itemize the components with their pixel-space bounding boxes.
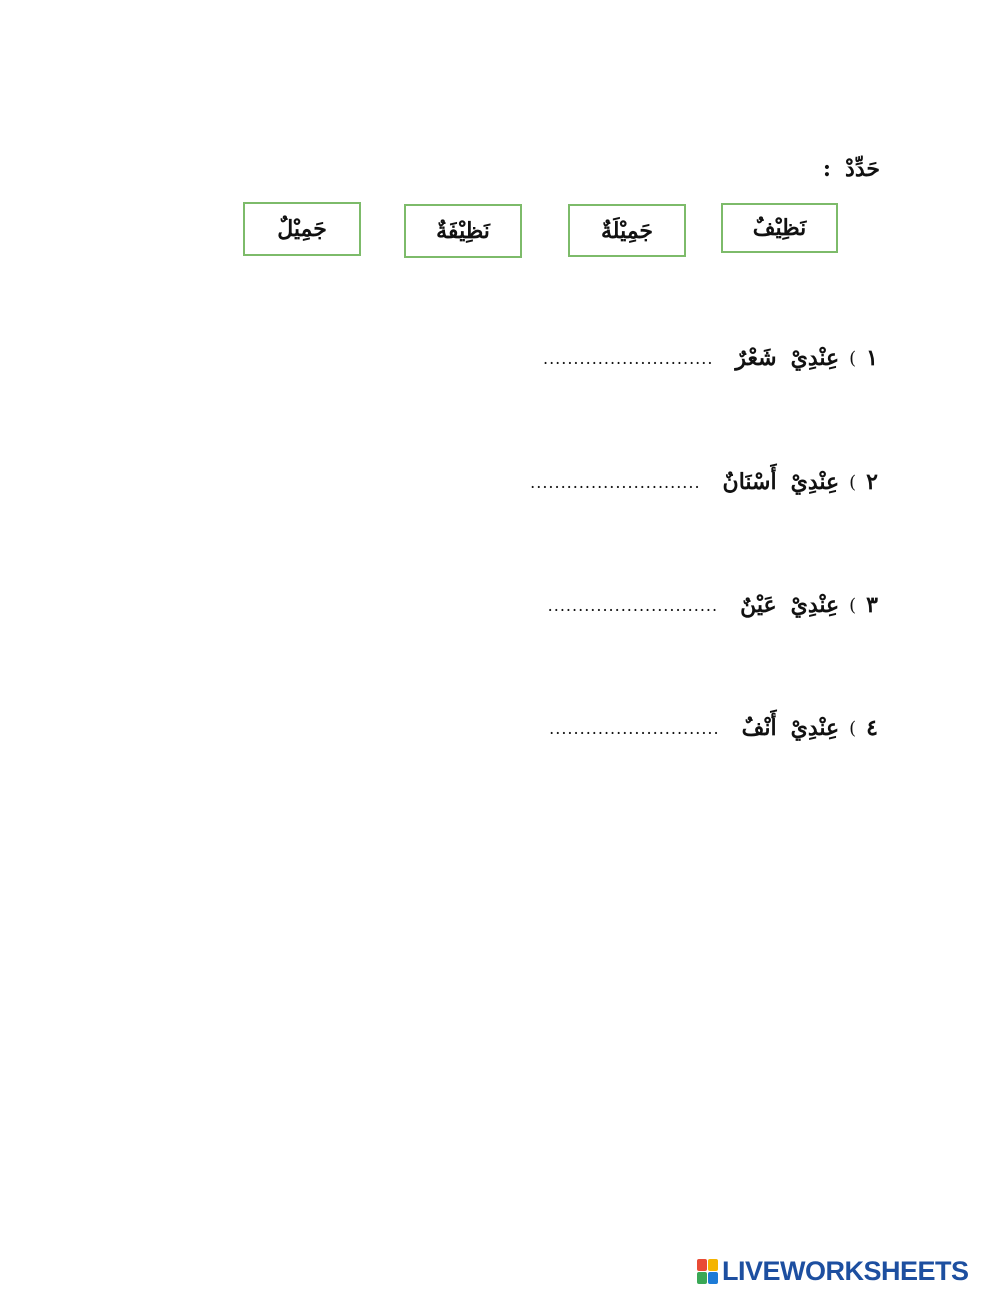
logo-tile-icon bbox=[708, 1272, 718, 1284]
word-bank-box-1[interactable]: نَظِيْفٌ bbox=[721, 203, 838, 253]
logo-tile-icon bbox=[708, 1259, 718, 1271]
question-word-1: عِنْدِيْ bbox=[790, 592, 840, 618]
question-word-1: عِنْدِيْ bbox=[790, 469, 840, 495]
logo-text: LIVEWORKSHEETS bbox=[722, 1255, 969, 1286]
instruction bbox=[823, 156, 880, 182]
liveworksheets-logo[interactable] bbox=[697, 1256, 969, 1286]
logo-tile-icon bbox=[697, 1259, 707, 1271]
word-bank-box-2[interactable]: جَمِيْلَةٌ bbox=[568, 204, 686, 257]
question-paren: ) bbox=[849, 594, 857, 616]
question-word-1: عِنْدِيْ bbox=[790, 345, 840, 371]
question-word-2: عَيْنٌ bbox=[740, 592, 777, 618]
question-number: ٢ bbox=[866, 469, 878, 495]
question-word-1: عِنْدِيْ bbox=[790, 715, 840, 741]
question-2 bbox=[530, 465, 878, 499]
instruction-label: حَدِّدْ bbox=[845, 156, 880, 182]
answer-blank-3[interactable]: ............................ bbox=[547, 595, 719, 615]
question-word-2: شَعْرٌ bbox=[735, 345, 777, 371]
answer-blank-1[interactable]: ............................ bbox=[543, 348, 714, 368]
logo-tile-icon bbox=[697, 1272, 707, 1284]
answer-blank-2[interactable]: ............................ bbox=[530, 472, 701, 492]
question-word-2: أَسْنَانٌ bbox=[722, 469, 777, 495]
question-number: ٣ bbox=[866, 592, 878, 618]
liveworksheets-logo-icon bbox=[697, 1259, 718, 1284]
question-number: ٤ bbox=[866, 715, 878, 741]
question-word-2: أَنْفٌ bbox=[741, 715, 777, 741]
question-number: ١ bbox=[866, 345, 878, 371]
question-3 bbox=[548, 588, 878, 622]
question-paren: ) bbox=[849, 471, 857, 493]
question-1 bbox=[543, 341, 878, 375]
instruction-colon: : bbox=[822, 156, 832, 182]
word-bank-box-3[interactable]: نَظِيْفَةٌ bbox=[404, 204, 522, 258]
question-paren: ) bbox=[849, 717, 857, 739]
question-4 bbox=[549, 711, 878, 745]
answer-blank-4[interactable]: ............................ bbox=[549, 718, 720, 738]
question-paren: ) bbox=[849, 347, 857, 369]
word-bank-box-4[interactable]: جَمِيْلٌ bbox=[243, 202, 361, 256]
